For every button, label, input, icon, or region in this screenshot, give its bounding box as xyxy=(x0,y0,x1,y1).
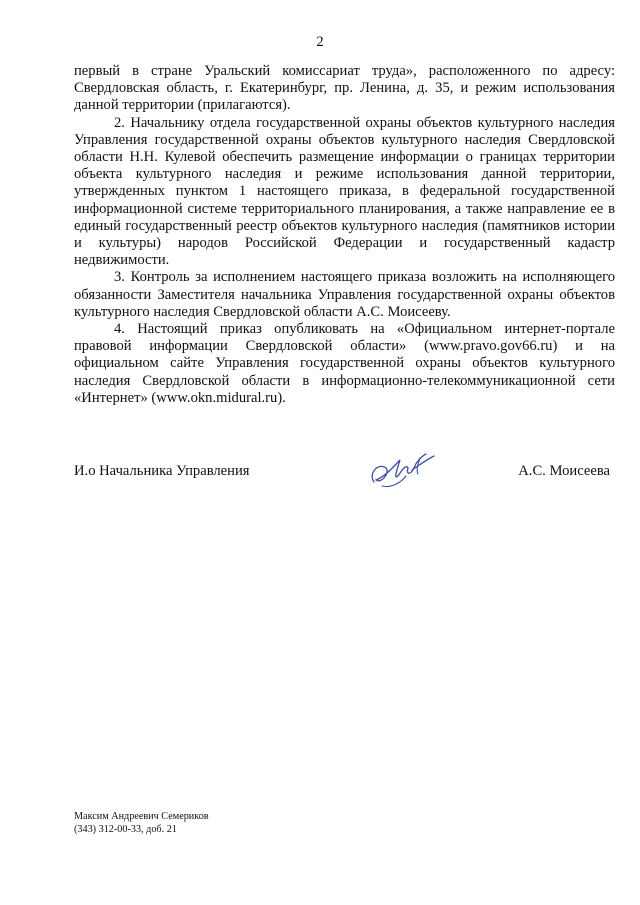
signer-name: А.С. Моисеева xyxy=(518,463,610,479)
executor-name: Максим Андреевич Семериков xyxy=(74,811,209,822)
executor-phone: (343) 312-00-33, доб. 21 xyxy=(74,823,177,835)
paragraph-1-continuation: первый в стране Уральский комиссариат труда», расположенного по адресу: Свердловская область, г. Екатеринбург, пр. Ленина, д. 35, и режим использования данной территории (прилагаются). xyxy=(74,63,615,114)
paragraph-3: 3. Контроль за исполнением настоящего приказа возложить на исполняющего обязанности Заместителя начальника Управления государственной охраны объектов культурного наследия Свердловской области А.С. Моисееву. xyxy=(74,269,615,320)
handwritten-signature-icon xyxy=(360,446,440,498)
paragraph-2: 2. Начальнику отдела государственной охраны объектов культурного наследия Управления государственной охраны объектов культурного наследия Свердловской области Н.Н. Кулевой обеспечить размещение информации о границах территории объекта культурного наследия и режиме использования данной территории, утвержденных пунктом 1 настоящего приказа, в федеральной государственной информационной системе территориального планирования, а также направление ее в единый государственный реестр объектов культурного наследия (памятников истории и культуры) народов Российской Федерации и государственный кадастр недвижимости. xyxy=(74,114,615,269)
signer-position: И.о Начальника Управления xyxy=(74,463,250,479)
paragraph-4: 4. Настоящий приказ опубликовать на «Официальном интернет-портале правовой информации Свердловской области» (www.pravo.gov66.ru) и на официальном сайте Управления государственной охраны объектов культурного наследия Свердловской области в информационно-телекоммуникационной сети «Интернет» (www.okn.midural.ru). xyxy=(74,321,615,406)
document-body xyxy=(74,63,615,407)
page-number: 2 xyxy=(316,34,324,50)
executor-info xyxy=(74,811,209,836)
